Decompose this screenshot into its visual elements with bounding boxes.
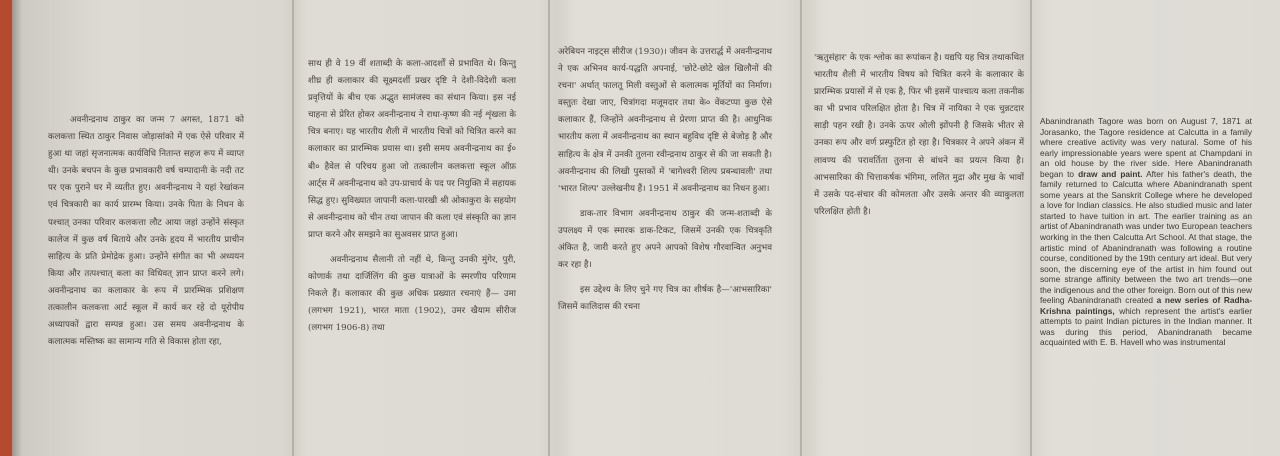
text-run: After his father's death, the family returned to Calcutta where Abanindranath spent some years at the Sanskrit College where he developed a love for Indian classics. He also studied music and later started to have tuition in art. The earlier training as an artist of Abanindranath was under two European teachers working in the then Calcutta Art School. At that stage, the artistic mind of Abanindranath was following a routine course, conditioned by the 19th century art ideal. But very soon, the discerning eye of the artist in him found out some strange affinity between the two art trends—one the indigenous and the other foreign. Born out of this new feeling Abanindranath created — [1040, 168, 1252, 306]
bold-text-run: a new series of Radha-Krishna paintings, — [1040, 295, 1252, 316]
bold-text-run: draw and paint. — [1078, 168, 1143, 179]
english-panel — [1040, 116, 1252, 348]
fold-line-3 — [800, 0, 802, 456]
hindi-panel-1 — [48, 112, 244, 359]
edge-shadow — [12, 0, 22, 456]
fold-line-4 — [1030, 0, 1032, 456]
hindi-paragraph: अवनीन्द्रनाथ ठाकुर का जन्म 7 अगस्त, 1871 को कलकत्ता स्थित ठाकुर निवास जोड़ासांको में एक ऐसे परिवार में हुआ था जहां सृजनात्मक कार्यविधि नितान्त सहज रूप में व्याप्त थी। उनके बचपन के कुछ प्रभावकारी वर्ष चम्पादानी के नदी तट पर एक पुराने घर में व्यतीत हुए। अवनीन्द्रनाथ ने यहां रेखांकन एवं चित्रकारी का कार्य प्रारम्भ किया। उनके पिता के निधन के पश्चात् उनका परिवार कलकत्ता लौट आया जहां उन्होंने संस्कृत कालेज में कुछ वर्ष बिताये और उनके हृदय में भारतीय प्राचीन साहित्य के प्रति प्रेमोद्रेक हुआ। उन्होंने संगीत का भी अध्ययन किया और तत्पश्चात् कला का विधिवत् ज्ञान प्राप्त करने लगे। अवनीन्द्रनाथ का कलाकार के रूप में प्रारम्भिक प्रशिक्षण तत्कालीन कलकत्ता आर्ट स्कूल में कार्य कर रहे दो यूरोपीय अध्यापकों द्वारा सम्पन्न हुआ। उस समय अवनीन्द्रनाथ के कलात्मक मस्तिष्क का सामान्य गति से विकास होता रहा, — [48, 115, 244, 348]
text-run: which represent the artist's earlier attempts to paint Indian pictures in the Indian manner. It was during this period, Abanindranath became acquainted with E. B. Havell who was instrumental — [1040, 305, 1253, 348]
hindi-paragraph: 'ऋतुसंहार' के एक श्लोक का रूपांकन है। यद्यपि यह चित्र तथाकथित भारतीय शैली में भारतीय विषय को चित्रित करने के कलाकार के प्रारम्भिक प्रयासों में से एक है, फिर भी इसमें पाश्चात्य कला तकनीक का भी प्रभाव परिलक्षित होता है। चित्र में नायिका ने एक चुन्नटदार साड़ी पहन रखी है। उनके ऊपर ओली झोंपनी है जिसके भीतर से उनका रूप और वर्ण प्रस्फुटित हो रहा है। चित्रकार ने अपने अंकन में लावण्य की परावर्तिता तुलना से बांधने का प्रयत्न किया है। आभसारिका की चित्ताकर्षक भंगिमा, ललित मुद्रा और मुख के भावों में उसके पद-संचार की कोमलता और उसके अन्तर की व्याकुलता परिलक्षित होती है। — [814, 53, 1024, 217]
fold-line-2 — [548, 0, 550, 456]
english-paragraph — [1040, 116, 1252, 348]
hindi-paragraph: अवनीन्द्रनाथ सैलानी तो नहीं थे, किन्तु उनकी मुंगेर, पुरी, कोणार्क तथा दार्जिलिंग की कुछ यात्राओं के स्मरणीय परिणाम निकले हैं। कलाकार की कुछ अधिक प्रख्यात रचनाएं हैं— उमा (लगभग 1921), भारत माता (1902), उमर खैयाम सीरीज (लगभग 1906-8) तथा — [308, 255, 516, 334]
hindi-panel-2 — [308, 56, 516, 346]
hindi-paragraph: अरेबियन नाइट्स सीरीज (1930)। जीवन के उत्तरार्द्ध में अवनीन्द्रनाथ ने एक अभिनव कार्य-पद्धति अपनाई, 'छोटे-छोटे खेल खिलौनों की रचना' अर्थात् फालतू मिली वस्तुओं से कलात्मक मूर्तियों का निर्माण। वस्तुतः देखा जाए, चित्रांगदा मजूमदार तथा के० वेंकटप्पा कुछ ऐसे कलाकार हैं, जिन्होंने अवनीन्द्रनाथ से प्रेरणा प्राप्त की है। आधुनिक भारतीय कला में अवनीन्द्रनाथ का स्थान बहुविध दृष्टि से बेजोड़ है और साहित्य के क्षेत्र में उनकी तुलना रवीन्द्रनाथ ठाकुर से की जा सकती है। अवनीन्द्रनाथ की लिखी पुस्तकों में 'बागेश्वरी शिल्प प्रबन्धावली' तथा 'भारत शिल्प' उल्लेखनीय हैं। 1951 में अवनीन्द्रनाथ का निधन हुआ। — [558, 47, 772, 194]
hindi-paragraph: डाक-तार विभाग अवनीन्द्रनाथ ठाकुर की जन्म-शताब्दी के उपलक्ष्य में एक स्मारक डाक-टिकट, जिसमें उनकी एक चित्रकृति अंकित है, जारी करते हुए अपने आपको विशेष गौरवान्वित अनुभव कर रहा है। — [558, 208, 772, 271]
hindi-panel-4 — [814, 50, 1024, 229]
fold-line-1 — [292, 0, 294, 456]
text-run: Abanindranath Tagore was born on August 7, 1871 at Jorasanko, the Tagore residence at Calcutta in a family where creative activity was very natural. Some of his early impressionable years were spent at Champdani in an old house by the river side. Here Abanindranath began to — [1040, 116, 1252, 179]
brochure-left-edge — [0, 0, 12, 456]
hindi-paragraph: साथ ही वे 19 वीं शताब्दी के कला-आदर्शों से प्रभावित थे। किन्तु शीघ्र ही कलाकार की सूक्ष्मदर्शी प्रखर दृष्टि ने देशी-विदेशी कला प्रवृत्तियों के बीच एक अद्भुत सामंजस्य का संधान किया। इस नई चाहना से प्रेरित होकर अवनीन्द्रनाथ ने राधा-कृष्ण की नई शृंखला के चित्र बनाए। यह भारतीय शैली में भारतीय चित्रों को चित्रित करने का कलाकार का प्रारम्भिक प्रयास था। इसी समय अवनीन्द्रनाथ का ई० बी० हैवेल से परिचय हुआ जो तत्कालीन कलकत्ता स्कूल ऑफ़ आर्ट्स में अवनीन्द्रनाथ को उप-प्राचार्य के पद पर नियुक्ति में सहायक सिद्ध हुए। सुविख्यात जापानी कला-पारखी श्री ओकाकुरा के सहयोग से अवनीन्द्रनाथ को चीन तथा जापान की कला एवं संस्कृति का ज्ञान प्राप्त करने और समझने का सुअवसर प्राप्त हुआ। — [308, 59, 516, 240]
hindi-paragraph: इस उद्देश्य के लिए चुने गए चित्र का शीर्षक है—'आभसारिका' जिसमें कालिदास की रचना — [558, 285, 772, 313]
hindi-panel-3 — [558, 44, 772, 324]
